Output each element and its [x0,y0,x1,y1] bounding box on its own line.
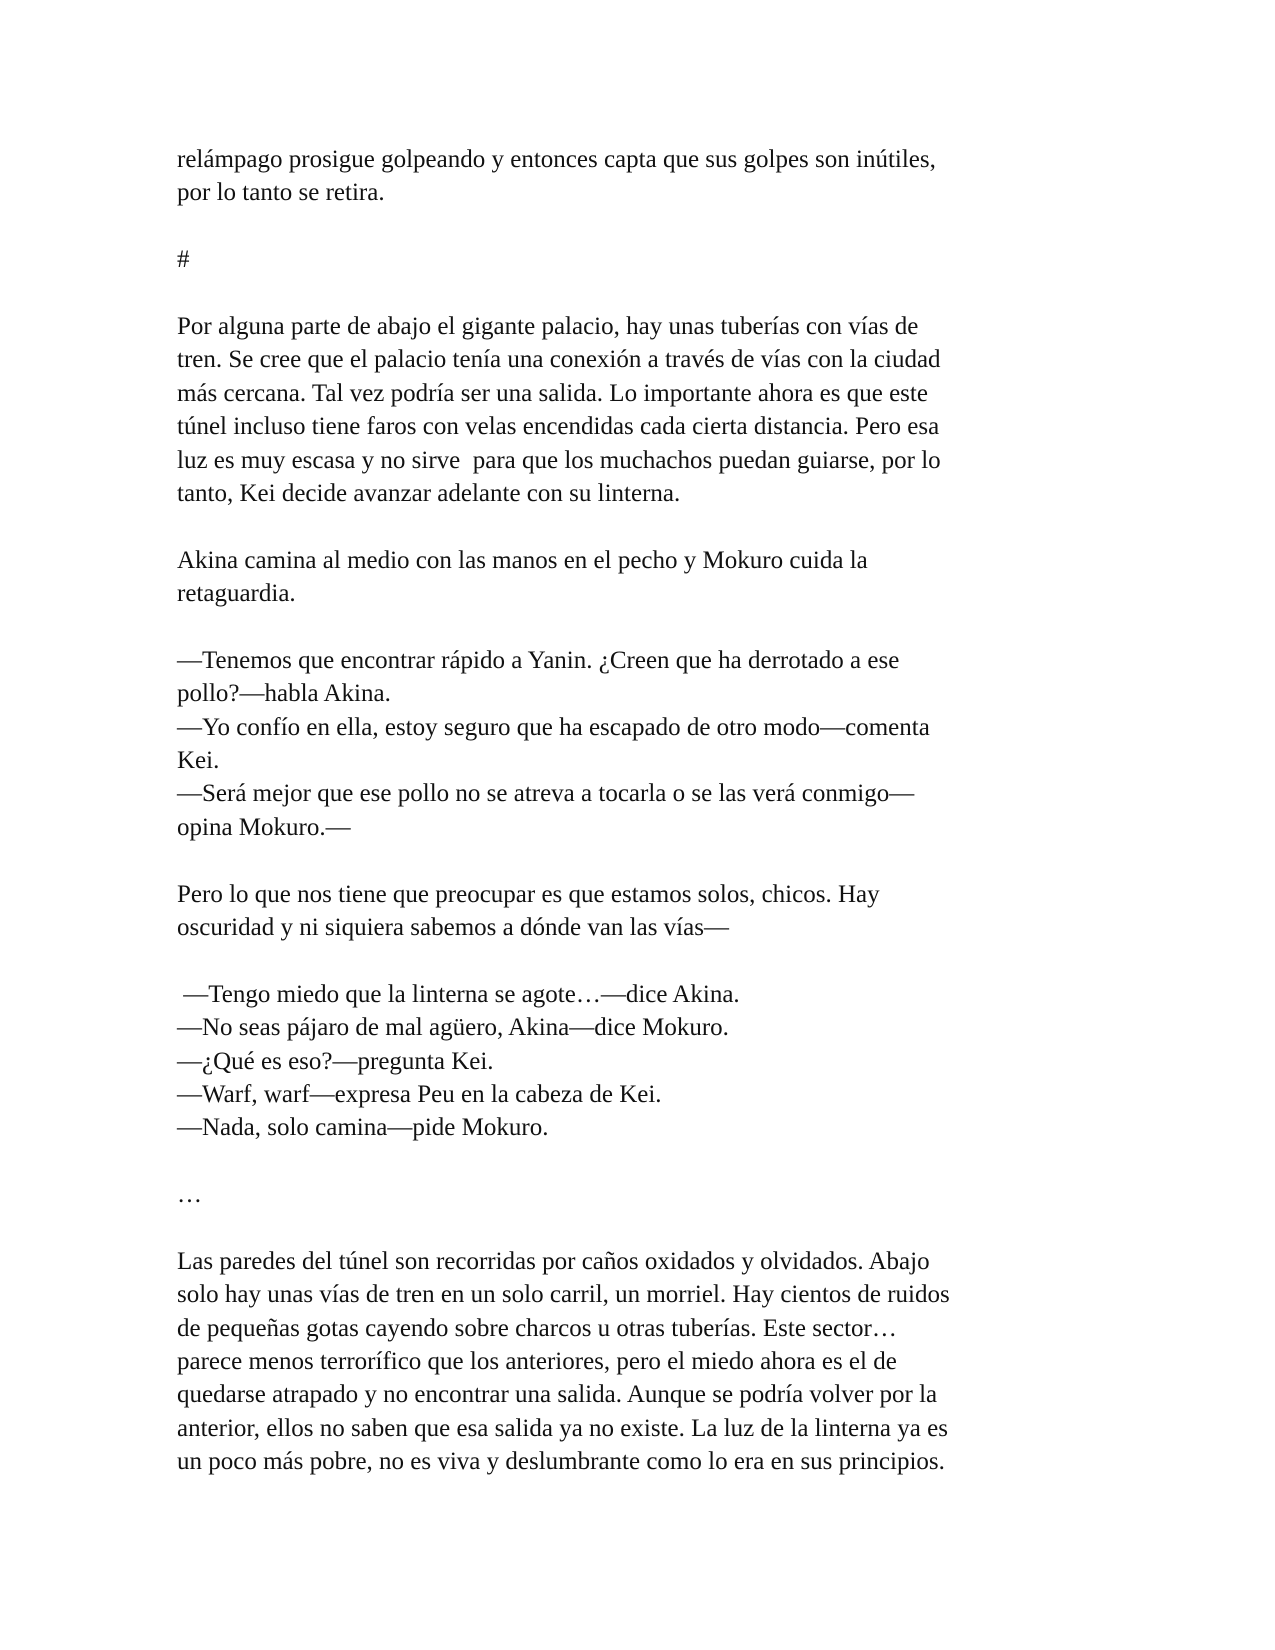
text-line: por lo tanto se retira. [177,179,385,207]
paragraph [177,878,1097,945]
dialogue-block [177,978,1097,1145]
text-line: túnel incluso tiene faros con velas encendidas cada cierta distancia. Pero esa [177,413,940,441]
paragraph [177,143,1097,210]
paragraph [177,544,1097,611]
text-line: Akina camina al medio con las manos en el pecho y Mokuro cuida la [177,546,868,574]
text-line: # [177,246,190,274]
text-line: luz es muy escasa y no sirve para que los muchachos puedan guiarse, por lo [177,446,941,474]
dialogue-line: —Warf, warf—expresa Peu en la cabeza de Kei. [177,1080,662,1108]
text-line: quedarse atrapado y no encontrar una salida. Aunque se podría volver por la [177,1381,938,1409]
dialogue-line: —Será mejor que ese pollo no se atreva a tocarla o se las verá conmigo— [177,780,915,808]
text-line: solo hay unas vías de tren en un solo carril, un morriel. Hay cientos de ruidos [177,1281,950,1309]
text-line: tren. Se cree que el palacio tenía una conexión a través de vías con la ciudad [177,346,941,374]
text-line: tanto, Kei decide avanzar adelante con su linterna. [177,479,681,507]
dialogue-line: —Yo confío en ella, estoy seguro que ha escapado de otro modo—comenta [177,713,930,741]
text-line: Pero lo que nos tiene que preocupar es que estamos solos, chicos. Hay [177,880,880,908]
text-line: retaguardia. [177,580,296,608]
paragraph [177,310,1097,510]
text-line: un poco más pobre, no es viva y deslumbrante como lo era en sus principios. [177,1448,945,1476]
dialogue-block [177,644,1097,844]
dialogue-line: —¿Qué es eso?—pregunta Kei. [177,1047,494,1075]
dialogue-line: —Tengo miedo que la linterna se agote…—dice Akina. [177,980,740,1008]
scene-break-hash [177,243,1097,276]
dialogue-line: pollo?—habla Akina. [177,680,391,708]
text-line: Las paredes del túnel son recorridas por caños oxidados y olvidados. Abajo [177,1247,930,1275]
dialogue-line: —No seas pájaro de mal agüero, Akina—dice Mokuro. [177,1014,729,1042]
body-text [177,143,1097,1512]
text-line: Por alguna parte de abajo el gigante palacio, hay unas tuberías con vías de [177,312,919,340]
text-line: de pequeñas gotas cayendo sobre charcos u otras tuberías. Este sector… [177,1314,897,1342]
text-line: oscuridad y ni siquiera sabemos a dónde van las vías— [177,913,729,941]
text-line: relámpago prosigue golpeando y entonces capta que sus golpes son inútiles, [177,146,936,173]
text-line: parece menos terrorífico que los anteriores, pero el miedo ahora es el de [177,1348,897,1376]
text-line: anterior, ellos no saben que esa salida ya no existe. La luz de la linterna ya es [177,1414,948,1442]
dialogue-line: —Nada, solo camina—pide Mokuro. [177,1114,549,1142]
paragraph [177,1245,1097,1479]
dialogue-line: opina Mokuro.— [177,813,351,841]
scene-break-ellipsis [177,1178,1097,1211]
dialogue-line: Kei. [177,747,220,775]
dialogue-line: —Tenemos que encontrar rápido a Yanin. ¿Creen que ha derrotado a ese [177,646,900,674]
text-line: … [177,1181,202,1209]
text-line: más cercana. Tal vez podría ser una salida. Lo importante ahora es que este [177,379,928,407]
